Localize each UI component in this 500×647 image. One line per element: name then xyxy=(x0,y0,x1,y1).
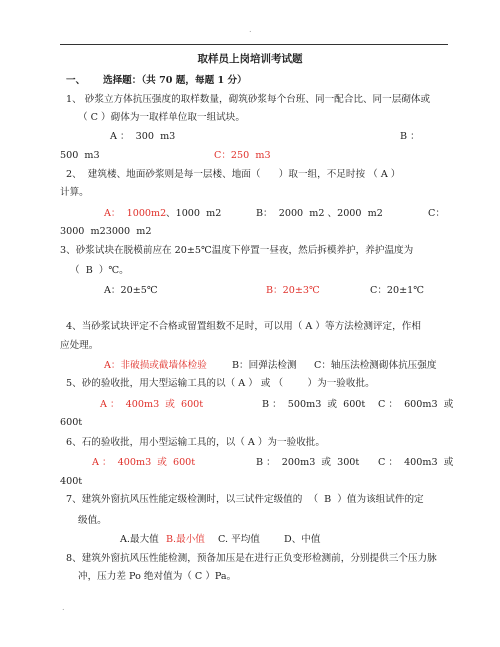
q3-stem-line2: （ B ）℃。 xyxy=(70,265,129,276)
q1-stem-line2: （ C ）砌体为一取样单位取一组试块。 xyxy=(78,112,245,123)
q4-stem-line2: 应处理。 xyxy=(60,340,99,351)
q6-option-b: B ： 200m3 或 300t xyxy=(256,457,360,468)
q5-stem: 5、砂的验收批，用大型运输工具的以（ A ） 或 （ ）为一验收批。 xyxy=(66,378,375,389)
q2-option-c-value: 3000 m23000 m2 xyxy=(60,226,152,237)
q8-stem-line1: 8、建筑外窗抗风压性能检测，预备加压是在进行正负变形检测前，分别提供三个压力脉 xyxy=(66,553,437,564)
q4-option-a-answer: A：非破损或截墙体检验 xyxy=(104,360,207,371)
section-heading: 选择题：（共 70 题，每题 1 分） xyxy=(103,75,247,86)
q3-option-a: A：20±5℃ xyxy=(104,285,158,296)
q3-stem-line1: 3、砂浆试块在脱模前应在 20±5℃温度下停置一昼夜，然后拆模养护，养护温度为 xyxy=(60,245,414,256)
q7-option-c: C. 平均值 xyxy=(218,534,260,545)
q2-stem-line2: 计算。 xyxy=(60,187,89,198)
q7-option-d: D、中值 xyxy=(284,534,321,545)
header-rule xyxy=(60,44,448,45)
q5-option-c-cont: 600t xyxy=(60,417,83,428)
q4-stem-line1: 4、当砂浆试块评定不合格或留置组数不足时，可以用（ A ）等方法检测评定，作相 xyxy=(66,321,421,332)
q6-option-c-cont: 400t xyxy=(60,476,83,487)
q4-option-b: B：回弹法检测 xyxy=(232,360,297,371)
q3-option-b-answer: B：20±3℃ xyxy=(266,285,320,296)
q5-option-b: B ： 500m3 或 600t xyxy=(262,399,366,410)
q2-option-a-suffix: 、1000 m2 xyxy=(166,208,222,219)
q8-stem-line2: 冲，压力差 Po 绝对值为（ C ）Pa。 xyxy=(78,571,237,582)
q6-option-a-answer: A ： 400m3 或 600t xyxy=(92,457,196,468)
q7-stem-line1: 7、建筑外窗抗风压性能定级检测时，以三试件定级值的 （ B ）值为该组试件的定 xyxy=(66,494,424,505)
q1-stem-line1: 1、 砂浆立方体抗压强度的取样数量，砌筑砂浆每个台班、同一配合比、同一层砌体或 xyxy=(66,94,431,105)
q7-option-b-answer: B.最小值 xyxy=(166,534,205,545)
header-mark: . xyxy=(249,25,252,34)
footer-mark: . xyxy=(62,603,65,612)
q6-stem: 6、石的验收批，用小型运输工具的，以（ A ）为一验收批。 xyxy=(66,437,325,448)
q2-stem-line1: 2、 建筑楼、地面砂浆则是每一层楼、地面（ ）取一组，不足时按 （ A ） xyxy=(66,169,401,180)
q1-option-a: A ： 300 m3 xyxy=(110,131,176,142)
q7-stem-line2: 级值。 xyxy=(78,515,107,526)
section-number: 一、 xyxy=(66,75,86,86)
q2-option-a-answer: A： 1000m2 xyxy=(104,208,167,219)
q7-option-a: A.最大值 xyxy=(120,534,159,545)
q5-option-c: C ： 600m3 或 xyxy=(378,399,454,410)
q1-option-b-label: B ： xyxy=(400,131,420,142)
q3-option-c: C：20±1℃ xyxy=(370,285,425,296)
q2-option-b: B： 2000 m2 、2000 m2 xyxy=(256,208,383,219)
page-title: 取样员上岗培训考试题 xyxy=(197,53,303,65)
q2-option-c-label: C： xyxy=(428,208,445,219)
q6-option-c: C ： 400m3 或 xyxy=(378,457,454,468)
q5-option-a-answer: A ： 400m3 或 600t xyxy=(100,399,204,410)
q1-option-b-value: 500 m3 xyxy=(60,150,100,161)
q4-option-c: C：轴压法检测砌体抗压强度 xyxy=(314,360,437,371)
q1-option-c-answer: C：250 m3 xyxy=(214,150,271,161)
